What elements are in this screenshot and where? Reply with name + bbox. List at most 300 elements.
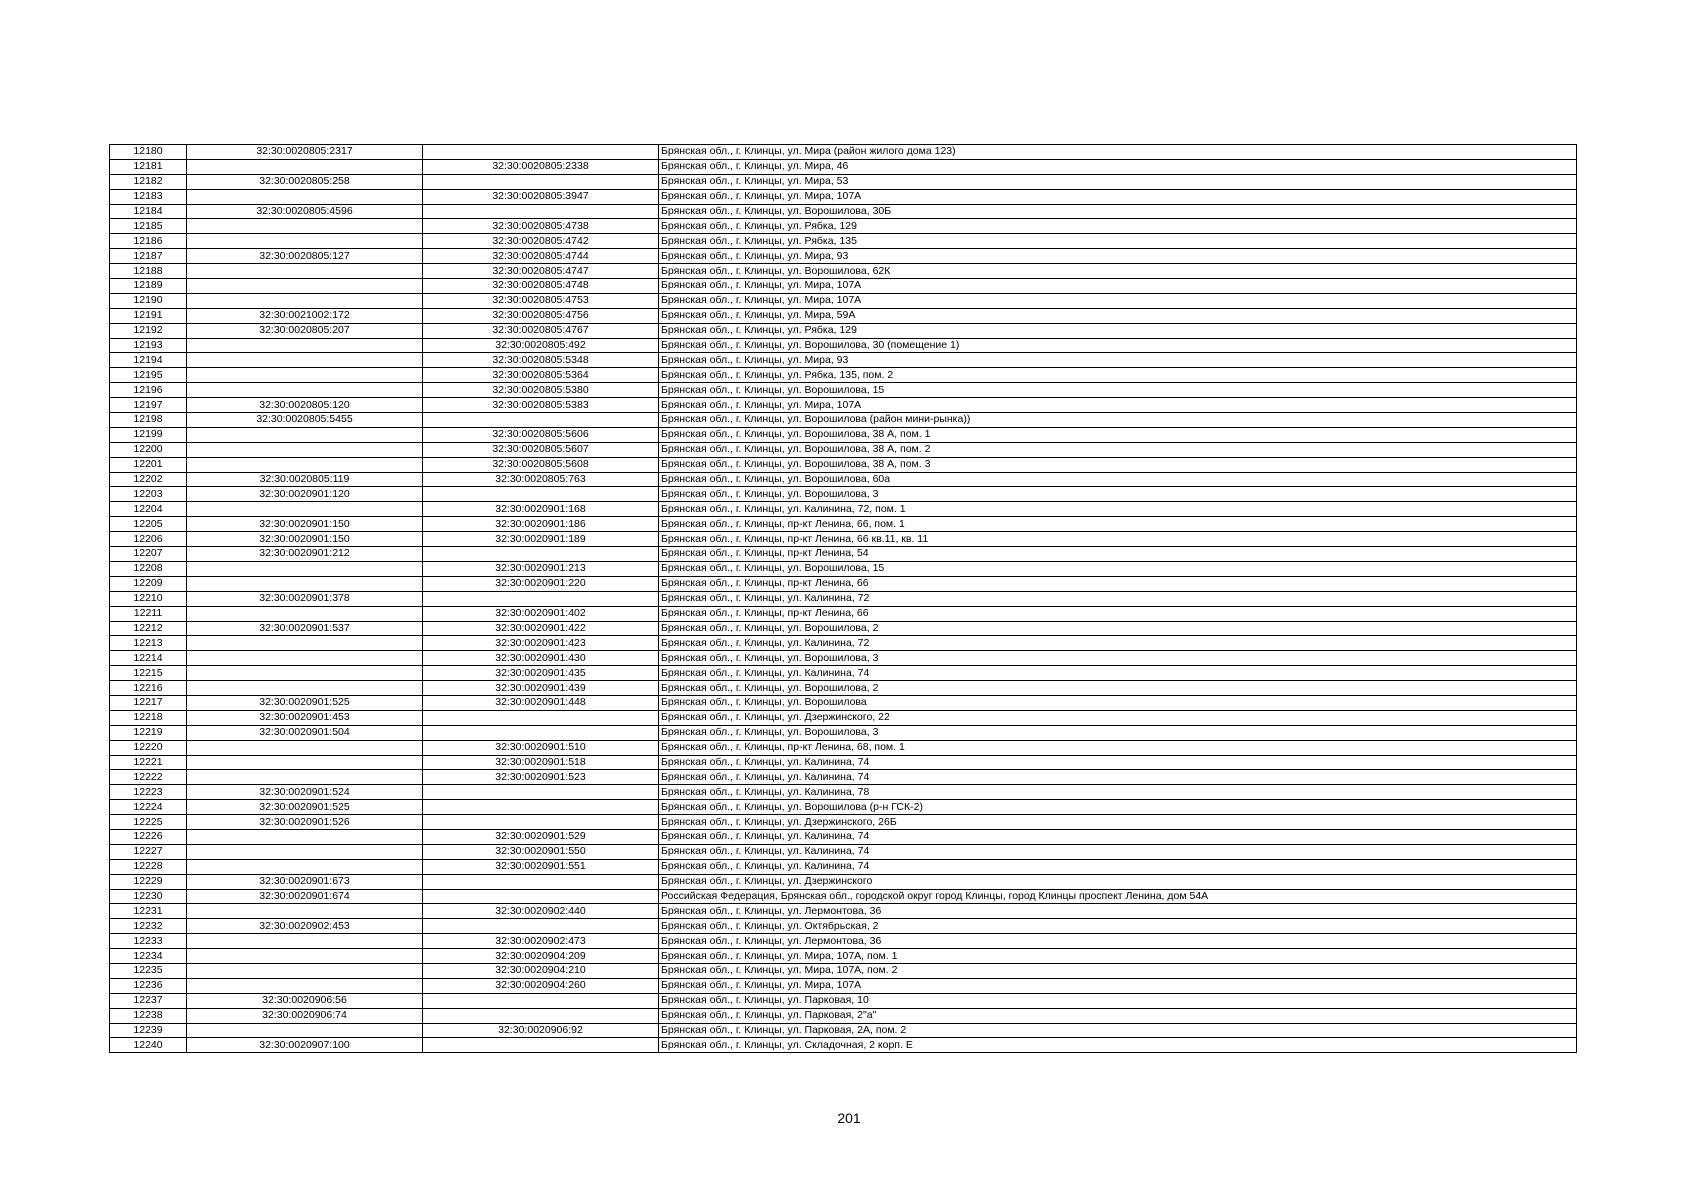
row-number-cell: 12204 xyxy=(110,502,187,517)
address-cell: Брянская обл., г. Клинцы, ул. Рябка, 129 xyxy=(659,323,1577,338)
table-row xyxy=(110,591,1577,606)
address-cell: Брянская обл., г. Клинцы, ул. Калинина, 72, пом. 1 xyxy=(659,502,1577,517)
row-number-cell: 12230 xyxy=(110,889,187,904)
cadastral-number-cell: 32:30:0020901:150 xyxy=(187,517,423,532)
table-row xyxy=(110,710,1577,725)
linked-cadastral-number-cell: 32:30:0020805:4753 xyxy=(423,293,659,308)
table-row xyxy=(110,279,1577,294)
linked-cadastral-number-cell: 32:30:0020901:168 xyxy=(423,502,659,517)
table-row xyxy=(110,502,1577,517)
row-number-cell: 12200 xyxy=(110,442,187,457)
linked-cadastral-number-cell: 32:30:0020901:422 xyxy=(423,621,659,636)
row-number-cell: 12235 xyxy=(110,963,187,978)
table-row xyxy=(110,323,1577,338)
table-row xyxy=(110,859,1577,874)
linked-cadastral-number-cell: 32:30:0020901:551 xyxy=(423,859,659,874)
address-cell: Брянская обл., г. Клинцы, ул. Мира, 107А xyxy=(659,398,1577,413)
table-row xyxy=(110,636,1577,651)
address-cell: Брянская обл., г. Клинцы, ул. Октябрьская, 2 xyxy=(659,919,1577,934)
linked-cadastral-number-cell: 32:30:0020901:213 xyxy=(423,561,659,576)
address-cell: Брянская обл., г. Клинцы, ул. Лермонтова, 36 xyxy=(659,934,1577,949)
row-number-cell: 12232 xyxy=(110,919,187,934)
table-row xyxy=(110,919,1577,934)
cadastral-number-cell xyxy=(187,978,423,993)
linked-cadastral-number-cell xyxy=(423,815,659,830)
linked-cadastral-number-cell xyxy=(423,710,659,725)
table-row xyxy=(110,785,1577,800)
cadastral-number-cell: 32:30:0020805:2317 xyxy=(187,145,423,160)
cadastral-number-cell xyxy=(187,279,423,294)
cadastral-number-cell xyxy=(187,264,423,279)
cadastral-number-cell xyxy=(187,859,423,874)
table-row xyxy=(110,308,1577,323)
linked-cadastral-number-cell: 32:30:0020901:523 xyxy=(423,770,659,785)
table-row xyxy=(110,532,1577,547)
table-row xyxy=(110,934,1577,949)
row-number-cell: 12238 xyxy=(110,1008,187,1023)
cadastral-number-cell: 32:30:0020901:504 xyxy=(187,725,423,740)
address-cell: Брянская обл., г. Клинцы, ул. Мира, 107А xyxy=(659,978,1577,993)
row-number-cell: 12237 xyxy=(110,993,187,1008)
address-cell: Брянская обл., г. Клинцы, ул. Ворошилова, 38 А, пом. 1 xyxy=(659,427,1577,442)
linked-cadastral-number-cell: 32:30:0020901:448 xyxy=(423,695,659,710)
table-row xyxy=(110,576,1577,591)
cadastral-number-cell xyxy=(187,293,423,308)
row-number-cell: 12213 xyxy=(110,636,187,651)
cadastral-number-cell xyxy=(187,829,423,844)
row-number-cell: 12189 xyxy=(110,279,187,294)
address-cell: Брянская обл., г. Клинцы, ул. Ворошилова xyxy=(659,695,1577,710)
linked-cadastral-number-cell xyxy=(423,1038,659,1053)
row-number-cell: 12212 xyxy=(110,621,187,636)
cadastral-number-cell xyxy=(187,457,423,472)
cadastral-number-cell xyxy=(187,934,423,949)
table-row xyxy=(110,874,1577,889)
row-number-cell: 12225 xyxy=(110,815,187,830)
row-number-cell: 12215 xyxy=(110,666,187,681)
table-row xyxy=(110,651,1577,666)
linked-cadastral-number-cell: 32:30:0020904:210 xyxy=(423,963,659,978)
linked-cadastral-number-cell xyxy=(423,591,659,606)
row-number-cell: 12227 xyxy=(110,844,187,859)
table-row xyxy=(110,189,1577,204)
address-cell: Брянская обл., г. Клинцы, ул. Мира, 59А xyxy=(659,308,1577,323)
table-row xyxy=(110,398,1577,413)
linked-cadastral-number-cell: 32:30:0020805:5380 xyxy=(423,383,659,398)
address-cell: Брянская обл., г. Клинцы, ул. Ворошилова, 30 (помещение 1) xyxy=(659,338,1577,353)
address-cell: Брянская обл., г. Клинцы, ул. Мира, 107А xyxy=(659,293,1577,308)
address-cell: Брянская обл., г. Клинцы, ул. Рябка, 135 xyxy=(659,234,1577,249)
address-cell: Брянская обл., г. Клинцы, ул. Мира, 93 xyxy=(659,353,1577,368)
table-row xyxy=(110,293,1577,308)
linked-cadastral-number-cell: 32:30:0020906:92 xyxy=(423,1023,659,1038)
row-number-cell: 12181 xyxy=(110,159,187,174)
document-sheet xyxy=(109,144,1577,1053)
cadastral-number-cell xyxy=(187,606,423,621)
table-row xyxy=(110,963,1577,978)
address-cell: Брянская обл., г. Клинцы, ул. Ворошилова, 15 xyxy=(659,383,1577,398)
address-cell: Брянская обл., г. Клинцы, пр-кт Ленина, 54 xyxy=(659,547,1577,562)
linked-cadastral-number-cell: 32:30:0020805:4744 xyxy=(423,249,659,264)
table-row xyxy=(110,234,1577,249)
address-cell: Брянская обл., г. Клинцы, ул. Ворошилова (район мини-рынка)) xyxy=(659,413,1577,428)
row-number-cell: 12185 xyxy=(110,219,187,234)
address-cell: Брянская обл., г. Клинцы, ул. Калинина, 74 xyxy=(659,755,1577,770)
cadastral-number-cell: 32:30:0020901:537 xyxy=(187,621,423,636)
cadastral-number-cell xyxy=(187,949,423,964)
row-number-cell: 12233 xyxy=(110,934,187,949)
linked-cadastral-number-cell xyxy=(423,1008,659,1023)
table-row xyxy=(110,770,1577,785)
cadastral-number-cell xyxy=(187,576,423,591)
linked-cadastral-number-cell xyxy=(423,993,659,1008)
row-number-cell: 12180 xyxy=(110,145,187,160)
row-number-cell: 12220 xyxy=(110,740,187,755)
row-number-cell: 12207 xyxy=(110,547,187,562)
cadastral-number-cell: 32:30:0020805:127 xyxy=(187,249,423,264)
linked-cadastral-number-cell: 32:30:0020901:529 xyxy=(423,829,659,844)
row-number-cell: 12217 xyxy=(110,695,187,710)
table-row xyxy=(110,621,1577,636)
cadastral-number-cell: 32:30:0020901:378 xyxy=(187,591,423,606)
table-row xyxy=(110,561,1577,576)
row-number-cell: 12210 xyxy=(110,591,187,606)
cadastral-number-cell: 32:30:0020805:120 xyxy=(187,398,423,413)
address-cell: Брянская обл., г. Клинцы, ул. Парковая, 10 xyxy=(659,993,1577,1008)
address-cell: Брянская обл., г. Клинцы, ул. Калинина, 74 xyxy=(659,770,1577,785)
cadastral-number-cell: 32:30:0020902:453 xyxy=(187,919,423,934)
table-row xyxy=(110,413,1577,428)
linked-cadastral-number-cell: 32:30:0020901:510 xyxy=(423,740,659,755)
address-cell: Брянская обл., г. Клинцы, ул. Дзержинского, 22 xyxy=(659,710,1577,725)
linked-cadastral-number-cell: 32:30:0020805:5608 xyxy=(423,457,659,472)
linked-cadastral-number-cell: 32:30:0020902:473 xyxy=(423,934,659,949)
linked-cadastral-number-cell: 32:30:0020805:5364 xyxy=(423,368,659,383)
linked-cadastral-number-cell: 32:30:0020901:186 xyxy=(423,517,659,532)
table-row xyxy=(110,993,1577,1008)
address-cell: Брянская обл., г. Клинцы, пр-кт Ленина, 66 xyxy=(659,576,1577,591)
table-row xyxy=(110,904,1577,919)
table-row xyxy=(110,1008,1577,1023)
cadastral-number-cell: 32:30:0020901:525 xyxy=(187,695,423,710)
cadastral-number-cell: 32:30:0020805:207 xyxy=(187,323,423,338)
table-row xyxy=(110,725,1577,740)
address-cell: Брянская обл., г. Клинцы, ул. Лермонтова, 36 xyxy=(659,904,1577,919)
address-cell: Брянская обл., г. Клинцы, ул. Калинина, 72 xyxy=(659,591,1577,606)
row-number-cell: 12203 xyxy=(110,487,187,502)
linked-cadastral-number-cell: 32:30:0020805:4742 xyxy=(423,234,659,249)
linked-cadastral-number-cell: 32:30:0020805:4738 xyxy=(423,219,659,234)
row-number-cell: 12196 xyxy=(110,383,187,398)
address-cell: Брянская обл., г. Клинцы, ул. Складочная, 2 корп. Е xyxy=(659,1038,1577,1053)
linked-cadastral-number-cell xyxy=(423,487,659,502)
cadastral-number-cell xyxy=(187,219,423,234)
table-row xyxy=(110,949,1577,964)
address-cell: Брянская обл., г. Клинцы, ул. Дзержинского, 26Б xyxy=(659,815,1577,830)
cadastral-number-cell xyxy=(187,904,423,919)
linked-cadastral-number-cell xyxy=(423,413,659,428)
address-cell: Брянская обл., г. Клинцы, ул. Парковая, 2"а" xyxy=(659,1008,1577,1023)
row-number-cell: 12193 xyxy=(110,338,187,353)
linked-cadastral-number-cell: 32:30:0020805:3947 xyxy=(423,189,659,204)
row-number-cell: 12219 xyxy=(110,725,187,740)
address-cell: Брянская обл., г. Клинцы, ул. Рябка, 135, пом. 2 xyxy=(659,368,1577,383)
address-cell: Брянская обл., г. Клинцы, ул. Ворошилова, 3 xyxy=(659,487,1577,502)
linked-cadastral-number-cell: 32:30:0020805:5606 xyxy=(423,427,659,442)
linked-cadastral-number-cell: 32:30:0020805:5607 xyxy=(423,442,659,457)
row-number-cell: 12197 xyxy=(110,398,187,413)
address-cell: Брянская обл., г. Клинцы, пр-кт Ленина, 68, пом. 1 xyxy=(659,740,1577,755)
linked-cadastral-number-cell: 32:30:0020902:440 xyxy=(423,904,659,919)
linked-cadastral-number-cell xyxy=(423,204,659,219)
table-row xyxy=(110,547,1577,562)
table-row xyxy=(110,755,1577,770)
cadastral-number-cell: 32:30:0020805:5455 xyxy=(187,413,423,428)
linked-cadastral-number-cell: 32:30:0020805:2338 xyxy=(423,159,659,174)
cadastral-number-cell xyxy=(187,740,423,755)
cadastral-number-cell xyxy=(187,502,423,517)
cadastral-number-cell: 32:30:0021002:172 xyxy=(187,308,423,323)
table-row xyxy=(110,844,1577,859)
address-cell: Брянская обл., г. Клинцы, ул. Ворошилова, 60а xyxy=(659,472,1577,487)
cadastral-number-cell: 32:30:0020805:4596 xyxy=(187,204,423,219)
linked-cadastral-number-cell xyxy=(423,174,659,189)
row-number-cell: 12211 xyxy=(110,606,187,621)
linked-cadastral-number-cell: 32:30:0020901:518 xyxy=(423,755,659,770)
address-cell: Брянская обл., г. Клинцы, ул. Парковая, 2А, пом. 2 xyxy=(659,1023,1577,1038)
linked-cadastral-number-cell xyxy=(423,145,659,160)
cadastral-number-cell: 32:30:0020901:150 xyxy=(187,532,423,547)
address-cell: Брянская обл., г. Клинцы, ул. Ворошилова, 2 xyxy=(659,681,1577,696)
table-row xyxy=(110,800,1577,815)
address-cell: Брянская обл., г. Клинцы, ул. Рябка, 129 xyxy=(659,219,1577,234)
table-row xyxy=(110,517,1577,532)
table-row xyxy=(110,264,1577,279)
linked-cadastral-number-cell: 32:30:0020901:189 xyxy=(423,532,659,547)
cadastral-number-cell xyxy=(187,234,423,249)
table-row xyxy=(110,815,1577,830)
row-number-cell: 12188 xyxy=(110,264,187,279)
row-number-cell: 12186 xyxy=(110,234,187,249)
cadastral-number-cell xyxy=(187,755,423,770)
address-cell: Брянская обл., г. Клинцы, ул. Мира, 107А, пом. 2 xyxy=(659,963,1577,978)
cadastral-number-cell: 32:30:0020901:453 xyxy=(187,710,423,725)
row-number-cell: 12218 xyxy=(110,710,187,725)
linked-cadastral-number-cell: 32:30:0020805:4767 xyxy=(423,323,659,338)
table-row xyxy=(110,666,1577,681)
cadastral-number-cell: 32:30:0020906:56 xyxy=(187,993,423,1008)
row-number-cell: 12209 xyxy=(110,576,187,591)
cadastral-number-cell: 32:30:0020901:525 xyxy=(187,800,423,815)
linked-cadastral-number-cell: 32:30:0020805:5383 xyxy=(423,398,659,413)
cadastral-number-cell: 32:30:0020901:212 xyxy=(187,547,423,562)
linked-cadastral-number-cell: 32:30:0020904:260 xyxy=(423,978,659,993)
linked-cadastral-number-cell: 32:30:0020805:4748 xyxy=(423,279,659,294)
row-number-cell: 12206 xyxy=(110,532,187,547)
table-row xyxy=(110,427,1577,442)
address-cell: Брянская обл., г. Клинцы, ул. Ворошилова, 38 А, пом. 3 xyxy=(659,457,1577,472)
table-row xyxy=(110,829,1577,844)
cadastral-number-cell xyxy=(187,368,423,383)
address-cell: Брянская обл., г. Клинцы, ул. Мира (район жилого дома 123) xyxy=(659,145,1577,160)
linked-cadastral-number-cell: 32:30:0020805:492 xyxy=(423,338,659,353)
page-number: 201 xyxy=(837,1110,861,1126)
linked-cadastral-number-cell: 32:30:0020805:4747 xyxy=(423,264,659,279)
linked-cadastral-number-cell xyxy=(423,800,659,815)
cadastral-number-cell xyxy=(187,844,423,859)
linked-cadastral-number-cell: 32:30:0020901:550 xyxy=(423,844,659,859)
cadastral-number-cell: 32:30:0020901:120 xyxy=(187,487,423,502)
row-number-cell: 12216 xyxy=(110,681,187,696)
address-cell: Брянская обл., г. Клинцы, ул. Дзержинского xyxy=(659,874,1577,889)
address-cell: Брянская обл., г. Клинцы, ул. Калинина, 74 xyxy=(659,844,1577,859)
row-number-cell: 12221 xyxy=(110,755,187,770)
address-cell: Российская Федерация, Брянская обл., городской округ город Клинцы, город Клинцы проспект Ленина, дом 54А xyxy=(659,889,1577,904)
linked-cadastral-number-cell: 32:30:0020901:402 xyxy=(423,606,659,621)
address-cell: Брянская обл., г. Клинцы, ул. Ворошилова, 30Б xyxy=(659,204,1577,219)
linked-cadastral-number-cell xyxy=(423,785,659,800)
address-cell: Брянская обл., г. Клинцы, ул. Ворошилова, 38 А, пом. 2 xyxy=(659,442,1577,457)
table-row xyxy=(110,472,1577,487)
linked-cadastral-number-cell: 32:30:0020805:5348 xyxy=(423,353,659,368)
row-number-cell: 12182 xyxy=(110,174,187,189)
table-body xyxy=(110,145,1577,1053)
row-number-cell: 12228 xyxy=(110,859,187,874)
cadastral-number-cell xyxy=(187,353,423,368)
cadastral-number-cell: 32:30:0020907:100 xyxy=(187,1038,423,1053)
row-number-cell: 12187 xyxy=(110,249,187,264)
linked-cadastral-number-cell: 32:30:0020901:439 xyxy=(423,681,659,696)
address-cell: Брянская обл., г. Клинцы, ул. Мира, 93 xyxy=(659,249,1577,264)
cadastral-number-cell xyxy=(187,442,423,457)
table-row xyxy=(110,249,1577,264)
linked-cadastral-number-cell xyxy=(423,919,659,934)
row-number-cell: 12239 xyxy=(110,1023,187,1038)
address-cell: Брянская обл., г. Клинцы, пр-кт Ленина, 66 кв.11, кв. 11 xyxy=(659,532,1577,547)
cadastral-number-cell xyxy=(187,770,423,785)
linked-cadastral-number-cell: 32:30:0020901:430 xyxy=(423,651,659,666)
row-number-cell: 12183 xyxy=(110,189,187,204)
linked-cadastral-number-cell xyxy=(423,874,659,889)
row-number-cell: 12234 xyxy=(110,949,187,964)
cadastral-number-cell xyxy=(187,1023,423,1038)
cadastral-number-cell xyxy=(187,963,423,978)
row-number-cell: 12190 xyxy=(110,293,187,308)
row-number-cell: 12194 xyxy=(110,353,187,368)
cadastral-number-cell: 32:30:0020805:258 xyxy=(187,174,423,189)
cadastral-number-cell xyxy=(187,561,423,576)
table-row xyxy=(110,204,1577,219)
linked-cadastral-number-cell: 32:30:0020901:423 xyxy=(423,636,659,651)
address-cell: Брянская обл., г. Клинцы, ул. Калинина, 74 xyxy=(659,666,1577,681)
table-row xyxy=(110,442,1577,457)
cadastral-number-cell xyxy=(187,383,423,398)
row-number-cell: 12199 xyxy=(110,427,187,442)
table-row xyxy=(110,174,1577,189)
cadastral-number-cell: 32:30:0020906:74 xyxy=(187,1008,423,1023)
cadastral-number-cell xyxy=(187,159,423,174)
row-number-cell: 12223 xyxy=(110,785,187,800)
row-number-cell: 12222 xyxy=(110,770,187,785)
linked-cadastral-number-cell: 32:30:0020805:763 xyxy=(423,472,659,487)
row-number-cell: 12214 xyxy=(110,651,187,666)
table-row xyxy=(110,978,1577,993)
linked-cadastral-number-cell: 32:30:0020805:4756 xyxy=(423,308,659,323)
cadastral-number-cell: 32:30:0020901:524 xyxy=(187,785,423,800)
cadastral-number-cell: 32:30:0020901:673 xyxy=(187,874,423,889)
linked-cadastral-number-cell: 32:30:0020901:435 xyxy=(423,666,659,681)
row-number-cell: 12229 xyxy=(110,874,187,889)
cadastral-register-table xyxy=(109,144,1577,1053)
table-row xyxy=(110,145,1577,160)
linked-cadastral-number-cell: 32:30:0020901:220 xyxy=(423,576,659,591)
row-number-cell: 12240 xyxy=(110,1038,187,1053)
row-number-cell: 12201 xyxy=(110,457,187,472)
table-row xyxy=(110,695,1577,710)
row-number-cell: 12198 xyxy=(110,413,187,428)
cadastral-number-cell xyxy=(187,427,423,442)
row-number-cell: 12236 xyxy=(110,978,187,993)
cadastral-number-cell: 32:30:0020805:119 xyxy=(187,472,423,487)
row-number-cell: 12205 xyxy=(110,517,187,532)
linked-cadastral-number-cell: 32:30:0020904:209 xyxy=(423,949,659,964)
cadastral-number-cell xyxy=(187,636,423,651)
address-cell: Брянская обл., г. Клинцы, ул. Калинина, 78 xyxy=(659,785,1577,800)
address-cell: Брянская обл., г. Клинцы, ул. Ворошилова, 3 xyxy=(659,725,1577,740)
address-cell: Брянская обл., г. Клинцы, ул. Мира, 53 xyxy=(659,174,1577,189)
address-cell: Брянская обл., г. Клинцы, ул. Калинина, 74 xyxy=(659,829,1577,844)
table-row xyxy=(110,606,1577,621)
row-number-cell: 12224 xyxy=(110,800,187,815)
address-cell: Брянская обл., г. Клинцы, ул. Мира, 107А xyxy=(659,279,1577,294)
table-row xyxy=(110,368,1577,383)
row-number-cell: 12231 xyxy=(110,904,187,919)
table-row xyxy=(110,1023,1577,1038)
cadastral-number-cell: 32:30:0020901:526 xyxy=(187,815,423,830)
table-row xyxy=(110,889,1577,904)
address-cell: Брянская обл., г. Клинцы, ул. Ворошилова, 2 xyxy=(659,621,1577,636)
row-number-cell: 12195 xyxy=(110,368,187,383)
address-cell: Брянская обл., г. Клинцы, ул. Мира, 107А xyxy=(659,189,1577,204)
table-row xyxy=(110,338,1577,353)
linked-cadastral-number-cell xyxy=(423,547,659,562)
address-cell: Брянская обл., г. Клинцы, ул. Мира, 107А, пом. 1 xyxy=(659,949,1577,964)
row-number-cell: 12184 xyxy=(110,204,187,219)
cadastral-number-cell xyxy=(187,681,423,696)
address-cell: Брянская обл., г. Клинцы, ул. Мира, 46 xyxy=(659,159,1577,174)
table-row xyxy=(110,219,1577,234)
address-cell: Брянская обл., г. Клинцы, ул. Ворошилова, 3 xyxy=(659,651,1577,666)
address-cell: Брянская обл., г. Клинцы, пр-кт Ленина, 66 xyxy=(659,606,1577,621)
address-cell: Брянская обл., г. Клинцы, ул. Калинина, 74 xyxy=(659,859,1577,874)
cadastral-number-cell xyxy=(187,651,423,666)
cadastral-number-cell xyxy=(187,338,423,353)
cadastral-number-cell xyxy=(187,666,423,681)
cadastral-number-cell xyxy=(187,189,423,204)
row-number-cell: 12202 xyxy=(110,472,187,487)
address-cell: Брянская обл., г. Клинцы, ул. Ворошилова (р-н ГСК-2) xyxy=(659,800,1577,815)
address-cell: Брянская обл., г. Клинцы, пр-кт Ленина, 66, пом. 1 xyxy=(659,517,1577,532)
row-number-cell: 12192 xyxy=(110,323,187,338)
table-row xyxy=(110,353,1577,368)
row-number-cell: 12226 xyxy=(110,829,187,844)
table-row xyxy=(110,487,1577,502)
table-row xyxy=(110,740,1577,755)
cadastral-number-cell: 32:30:0020901:674 xyxy=(187,889,423,904)
table-row xyxy=(110,457,1577,472)
address-cell: Брянская обл., г. Клинцы, ул. Ворошилова, 62К xyxy=(659,264,1577,279)
table-row xyxy=(110,383,1577,398)
